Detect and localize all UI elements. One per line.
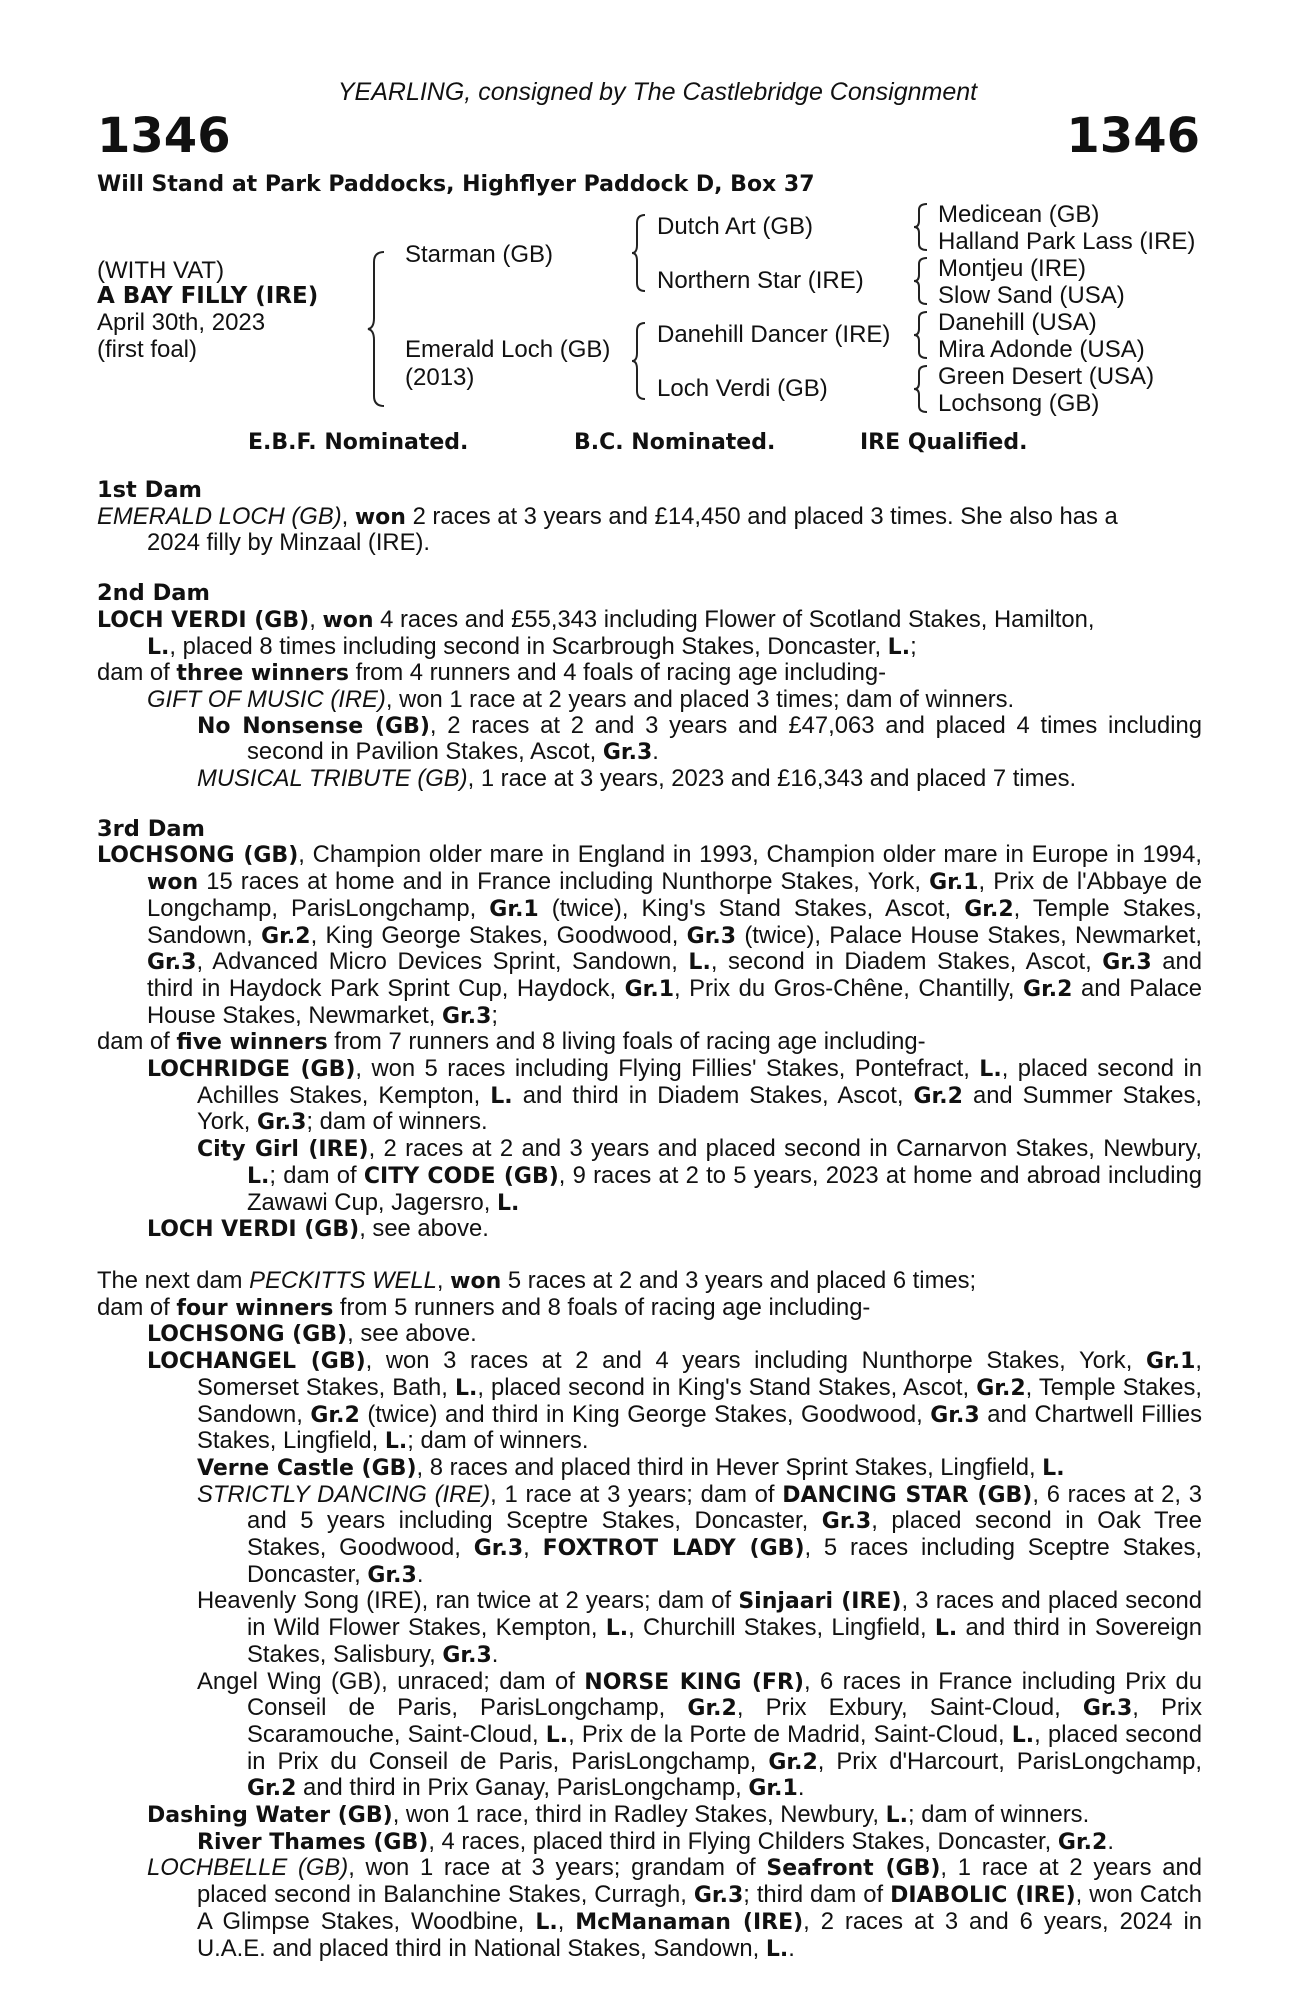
produce-entry [97,1455,1202,1482]
text-run: and third in Diadem Stakes, Ascot, [512,1081,914,1109]
stand-location: Will Stand at Park Paddocks, Highflyer Paddock D, Box 37 [97,172,815,197]
text-run: , 2 races at 2 and 3 years and placed second in Carnarvon Stakes, Newbury, [368,1135,1202,1163]
bold-run: Gr.2 [768,1749,818,1775]
produce-entry [97,766,1202,792]
bold-run: Gr.3 [1102,950,1152,976]
bold-run: four winners [176,1295,334,1321]
text-run: , Prix de la Porte de Madrid, Saint-Cloud, [568,1720,1012,1748]
pedigree-brace-ds [912,310,930,360]
bold-run: NORSE KING (FR) [584,1669,804,1695]
bold-run: won [450,1268,502,1294]
bold-run: L. [147,634,170,660]
bold-run: McManaman (IRE) [575,1909,804,1935]
text-run: , Champion older mare in England in 1993, Champion older mare in Europe in 1994, [298,841,1202,869]
bold-run: Gr.2 [687,1696,737,1722]
sire-sire-sire: Medicean (GB) [938,201,1100,228]
text-run: dam of [97,1028,177,1056]
sire: Starman (GB) [405,241,554,268]
dam-dam-dam: Lochsong (GB) [938,390,1100,417]
third-dam-heading: 3rd Dam [97,815,205,842]
text-run: . [652,738,659,766]
text-run: , Somerset Stakes, Bath, [197,1347,1202,1401]
bold-run: L. [688,950,711,976]
bold-run: CITY CODE (GB) [363,1163,559,1189]
bold-run: Seafront (GB) [766,1856,941,1882]
bold-run: Gr.2 [1023,976,1073,1002]
dam: Emerald Loch (GB) [405,336,611,363]
bold-run: Gr.2 [913,1083,963,1109]
lot-number-left: 1346 [97,108,231,164]
text-run: , Temple Stakes, Sandown, [197,1373,1202,1428]
bold-run: L. [765,1936,789,1962]
bold-run: L. [979,1057,1002,1083]
second-dam-heading: 2nd Dam [97,580,210,607]
text-run: and third in Sovereign Stakes, Salisbury, [247,1614,1202,1668]
bold-run: Dashing Water (GB) [147,1803,393,1829]
text-run: , placed 8 times including second in Scarbrough Stakes, Doncaster, [169,632,888,660]
italic-run: PECKITTS WELL [249,1266,437,1294]
bold-run: Gr.1 [929,870,979,896]
italic-run: MUSICAL TRIBUTE (GB) [197,765,468,793]
dam-dam: Loch Verdi (GB) [657,375,828,402]
text-run: , Prix de l'Abbaye de Longchamp, ParisLongchamp, [147,868,1202,922]
dam-sire: Danehill Dancer (IRE) [657,321,891,348]
bold-run: LOCH VERDI (GB) [97,607,310,633]
bold-run: River Thames (GB) [197,1829,429,1855]
text-run: , 4 races, placed third in Flying Childers Stakes, Doncaster, [428,1827,1058,1855]
bold-run: Gr.1 [1145,1349,1196,1375]
text-run: (twice), Palace House Stakes, Newmarket, [736,921,1202,949]
bold-run: L. [384,1429,408,1455]
text-run: , won 1 race, third in Radley Stakes, Newbury, [392,1801,886,1829]
bold-run: L. [887,634,911,660]
dam-sire-sire: Danehill (USA) [938,309,1097,336]
produce-entry [97,1056,1202,1136]
text-run: 15 races at home and in France including Nunthorpe Stakes, York, [198,868,930,896]
text-run: , 1 race at 3 years; dam of [490,1480,783,1508]
text-run: ; dam of winners. [907,1801,1090,1829]
text-run: , Prix d'Harcourt, ParisLongchamp, [817,1747,1202,1775]
text-run: ; [910,632,917,660]
text-run: , won 5 races including Flying Fillies' Stakes, Pontefract, [355,1055,980,1083]
produce-entry [97,1136,1202,1216]
text-run: , 9 races at 2 to 5 years, 2023 at home and abroad including Zawawi Cup, Jagersro, [247,1161,1202,1216]
produce-entry [97,1321,1202,1348]
produce-entry [97,1216,1202,1243]
text-run: , Prix Scaramouche, Saint-Cloud, [247,1694,1202,1748]
dam-dam-sire: Green Desert (USA) [938,363,1155,390]
ire-qualified: IRE Qualified. [860,430,1028,455]
bold-run: LOCHANGEL (GB) [147,1349,366,1375]
text-run: and Palace House Stakes, Newmarket, [147,974,1202,1029]
text-run: , Temple Stakes, Sandown, [147,894,1202,949]
bold-run: LOCHSONG (GB) [147,1322,348,1348]
first-dam-name: EMERALD LOCH (GB) [97,502,342,530]
text-run: ; dam of [269,1161,364,1189]
bold-run: L. [535,1909,558,1935]
text-run: , 6 races in France including Prix du Conseil de Paris, ParisLongchamp, [247,1667,1202,1722]
text-run: , Advanced Micro Devices Sprint, Sandown, [196,948,689,976]
bold-run: Gr.3 [256,1110,307,1136]
text-run: , 8 races and placed third in Hever Sprint Stakes, Lingfield, [416,1453,1043,1481]
text-run: . [416,1560,424,1588]
produce-entry [97,1588,1202,1668]
bold-run: Sinjaari (IRE) [738,1589,902,1615]
first-dam-line [97,504,1202,531]
text-run: , Churchill Stakes, Lingfield, [628,1614,935,1642]
text-run: from 4 runners and 4 foals of racing age including- [348,659,887,687]
italic-run: LOCHBELLE (GB) [147,1854,349,1882]
bold-run: L. [885,1803,908,1829]
text-run: Angel Wing (GB), unraced; dam of [197,1667,585,1695]
bold-run: L. [247,1163,270,1189]
text-run: and third in Prix Ganay, ParisLongchamp, [296,1774,749,1802]
text-run: , won 1 race at 2 years and placed 3 times; dam of winners. [385,685,1015,713]
produce-entry [97,687,1202,713]
bold-run: Gr.2 [976,1375,1026,1401]
text-run: , second in Diadem Stakes, Ascot, [710,948,1103,976]
text-run: , won Catch A Glimpse Stakes, Woodbine, [197,1881,1203,1935]
sire-sire: Dutch Art (GB) [657,213,814,240]
pedigree-brace-main [366,250,388,408]
text-run: and third in Haydock Park Sprint Cup, Haydock, [147,948,1202,1002]
bold-run: Gr.2 [247,1776,297,1802]
text-run: , 6 races at 2, 3 and 5 years including Sceptre Stakes, Doncaster, [247,1480,1202,1535]
text-run: , 2 races at 2 and 3 years and £47,063 and placed 4 times including second in Pavilion Stakes, Ascot, [247,711,1202,766]
pedigree-brace-sd [912,256,930,306]
produce-entry [97,1669,1202,1803]
italic-run: GIFT OF MUSIC (IRE) [147,685,386,713]
text-run: , won 1 race at 3 years; grandam of [348,1854,767,1882]
text-run: dam of [97,1293,177,1321]
next-dam-record [97,1268,1202,1295]
bold-run: DIABOLIC (IRE) [890,1883,1076,1909]
text-run: 5 races at 2 and 3 years and placed 6 times; [501,1266,977,1294]
bold-run: L. [496,1190,520,1216]
bold-run: Gr.3 [930,1402,980,1428]
bold-run: Gr.3 [147,950,197,976]
bold-run: L. [1011,1722,1035,1748]
text-run: and Summer Stakes, York, [197,1081,1202,1136]
bold-run: Gr.3 [1082,1696,1133,1722]
text-run: . [788,1934,795,1962]
bold-run: L. [934,1616,958,1642]
bold-run: Gr.1 [489,896,539,922]
text-run: , [523,1534,543,1562]
text-run: . [797,1774,805,1802]
first-dam-foal-line: 2024 filly by Minzaal (IRE). [147,529,431,557]
bold-run: Gr.1 [624,976,675,1002]
text-run: , placed second in King's Stand Stakes, Ascot, [477,1373,977,1401]
bold-run: LOCHSONG (GB) [97,843,299,869]
ebf-nominated: E.B.F. Nominated. [248,430,469,455]
bold-run: L. [454,1375,478,1401]
text-run: , placed second in Prix du Conseil de Paris, ParisLongchamp, [247,1720,1202,1775]
sire-sire-dam: Halland Park Lass (IRE) [938,228,1196,255]
bold-run: won [147,870,199,896]
catalogue-body [97,478,1202,1962]
pedigree-brace-ss [912,202,930,252]
sire-dam-dam: Slow Sand (USA) [938,282,1125,309]
dam-sire-dam: Mira Adonde (USA) [938,336,1145,363]
bold-run: Gr.1 [748,1776,798,1802]
sire-dam: Northern Star (IRE) [657,267,864,294]
text-run: , 2 races at 3 and 6 years, 2024 in U.A.E. and placed third in National Stakes, Sandown, [197,1907,1202,1962]
text-run: , Prix Exbury, Saint-Cloud, [736,1694,1083,1722]
bc-nominated: B.C. Nominated. [574,430,776,455]
pedigree-brace-dam [630,321,648,401]
text-run: and Chartwell Fillies Stakes, Lingfield, [197,1400,1202,1455]
first-dam-won: won [354,504,406,530]
bold-run: Gr.3 [602,740,653,766]
text-run: , [557,1907,576,1935]
third-dam-record [97,842,1202,1029]
italic-run: STRICTLY DANCING (IRE) [197,1480,491,1508]
text-run: , King George Stakes, Goodwood, [310,921,687,949]
foal-note: (first foal) [97,336,198,363]
text-run: , Prix du Gros-Chêne, Chantilly, [674,974,1024,1002]
bold-run: won [322,607,374,633]
bold-run: LOCHRIDGE (GB) [147,1057,356,1083]
text-run: , placed second in Achilles Stakes, Kempton, [197,1055,1203,1109]
text-run: , 3 races and placed second in Wild Flower Stakes, Kempton, [247,1587,1202,1642]
text-run: ; dam of winners. [407,1427,589,1455]
bold-run: L. [490,1083,513,1109]
text-run: ; [491,1001,498,1029]
text-run: (twice), King's Stand Stakes, Ascot, [538,894,965,922]
bold-run: Gr.2 [310,1402,360,1428]
second-dam-produce [97,660,1202,687]
consignment-line: YEARLING, consigned by The Castlebridge Consignment [337,78,978,106]
text-run: , see above. [347,1320,477,1348]
text-run: (twice) and third in King George Stakes, Goodwood, [359,1400,931,1428]
lot-number-right: 1346 [1066,108,1200,164]
first-dam-heading: 1st Dam [97,477,202,503]
bold-run: City Girl (IRE) [197,1137,369,1163]
bold-run: five winners [176,1030,328,1056]
text-run: , 5 races including Sceptre Stakes, Doncaster, [247,1534,1202,1588]
produce-entry [97,1802,1202,1829]
third-dam-produce [97,1029,1202,1056]
bold-run: DANCING STAR (GB) [782,1482,1033,1508]
bold-run: FOXTROT LADY (GB) [542,1536,805,1562]
produce-entry [97,1829,1202,1856]
bold-run: Verne Castle (GB) [197,1455,417,1481]
bold-run: Gr.3 [441,1003,492,1029]
text-run: , [309,605,323,633]
text-run: ; third dam of [743,1881,891,1909]
text-run: 4 races and £55,343 including Flower of Scotland Stakes, Hamilton, [373,605,1095,633]
vat-note: (WITH VAT) [97,257,225,284]
bold-run: L. [605,1616,629,1642]
text-run: ; dam of winners. [306,1108,488,1136]
bold-run: Gr.3 [367,1562,417,1588]
bold-run: Gr.3 [686,923,737,949]
bold-run: Gr.3 [473,1536,524,1562]
horse-name: A BAY FILLY (IRE) [97,283,319,309]
produce-entry [97,1855,1202,1962]
first-dam-record: 2 races at 3 years and £14,450 and placed 3 times. She also has a [405,502,1118,530]
bold-run: No Nonsense (GB) [197,713,430,739]
text-run: , placed second in Oak Tree Stakes, Goodwood, [247,1507,1202,1562]
text-run: The next dam [97,1266,250,1294]
text-run: , 1 race at 3 years, 2023 and £16,343 and placed 7 times. [467,765,1077,793]
pedigree-brace-sire [630,213,648,293]
second-dam-line [97,634,1202,661]
next-dam-produce [97,1295,1202,1322]
text-run: . [1107,1827,1114,1855]
bold-run: Gr.2 [964,896,1014,922]
bold-run: LOCH VERDI (GB) [147,1217,360,1243]
text-run: from 7 runners and 8 living foals of racing age including- [327,1028,926,1056]
bold-run: Gr.2 [261,923,311,949]
produce-entry [97,713,1202,766]
text-run: , see above. [359,1215,489,1243]
text-run: , 1 race at 2 years and placed second in Balanchine Stakes, Curragh, [197,1854,1202,1909]
second-dam-line [97,607,1202,634]
bold-run: L. [545,1722,569,1748]
text-run: , [436,1266,451,1294]
bold-run: three winners [176,661,349,687]
text-run: dam of [97,659,177,687]
first-dam-sep: , [341,502,355,530]
sire-dam-sire: Montjeu (IRE) [938,255,1087,282]
pedigree-brace-dd [912,364,930,414]
dam-year: (2013) [405,364,475,391]
text-run: . [491,1640,499,1668]
bold-run: Gr.3 [693,1883,744,1909]
bold-run: L. [1042,1455,1065,1481]
produce-entry [97,1348,1202,1455]
text-run: , won 3 races at 2 and 4 years including Nunthorpe Stakes, York, [365,1347,1146,1375]
bold-run: Gr.3 [821,1509,872,1535]
text-run: Heavenly Song (IRE), ran twice at 2 years; dam of [197,1587,739,1615]
foaling-date: April 30th, 2023 [97,309,266,336]
bold-run: Gr.2 [1057,1829,1108,1855]
produce-entry [97,1482,1202,1589]
bold-run: Gr.3 [442,1642,492,1668]
text-run: from 5 runners and 8 foals of racing age including- [333,1293,871,1321]
